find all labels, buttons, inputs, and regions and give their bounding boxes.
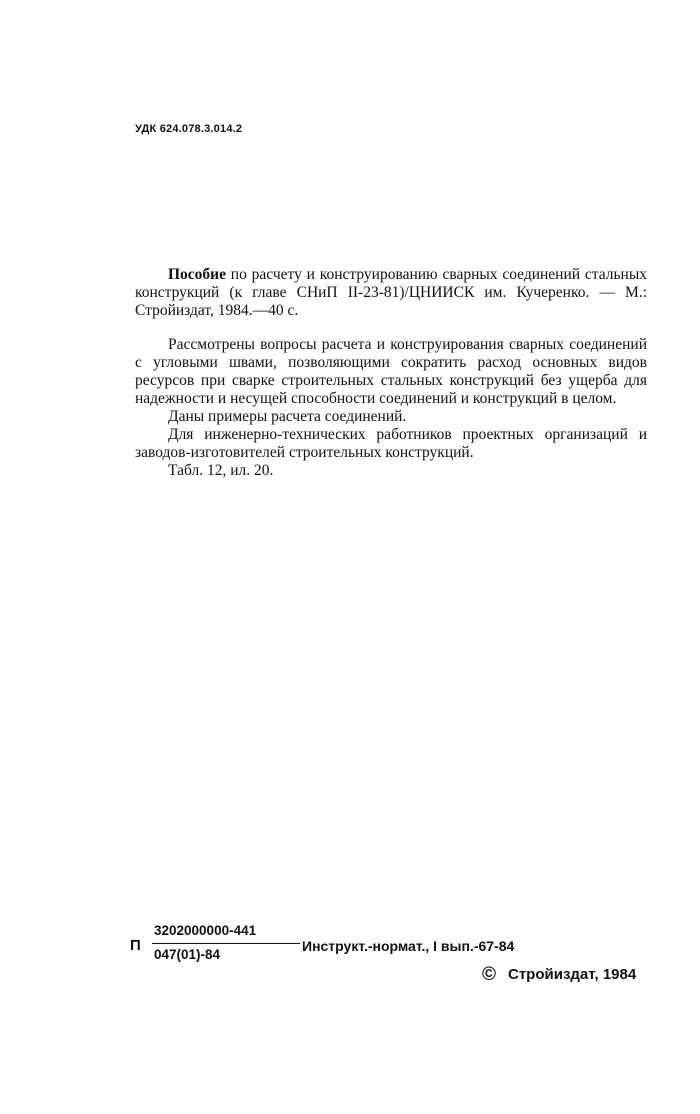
udk-code: УДК 624.078.3.014.2 [135, 123, 243, 135]
examples-paragraph: Даны примеры расчета соединений. [168, 408, 407, 425]
copyright-icon: © [482, 964, 496, 985]
bibliographic-annotation [135, 266, 647, 480]
audience-paragraph: Для инженерно-технических работников проектных организаций и заводов-изготовителей строительных конструкций. [135, 426, 647, 461]
citation-paragraph [135, 266, 647, 320]
tables-figures-paragraph: Табл. 12, ил. 20. [168, 462, 274, 479]
abstract-paragraph: Рассмотрены вопросы расчета и конструирования сварных соединений с угловыми швами, позволяющими сократить расход основных видов ресурсов при сварке строительных стальных конструкций без ущерба для надежности и несущей способности соединений и конструкций в целом. [135, 336, 647, 407]
imprint-series: Инструкт.-нормат., I вып.-67-84 [302, 938, 515, 954]
citation-title: Пособие [168, 266, 226, 283]
citation-details: по расчету и конструированию сварных соединений стальных конструкций (к главе СНиП II-23-81)/ЦНИИСК им. Кучеренко. — М.: Стройиздат, 1984.—40 с. [135, 266, 647, 319]
copyright-line [482, 964, 636, 986]
imprint-code-numerator: 3202000000-441 [154, 923, 257, 938]
copyright-publisher: Стройиздат, 1984 [508, 966, 637, 983]
imprint-code-denominator: 047(01)-84 [154, 947, 221, 962]
imprint-letter: П [130, 937, 141, 954]
